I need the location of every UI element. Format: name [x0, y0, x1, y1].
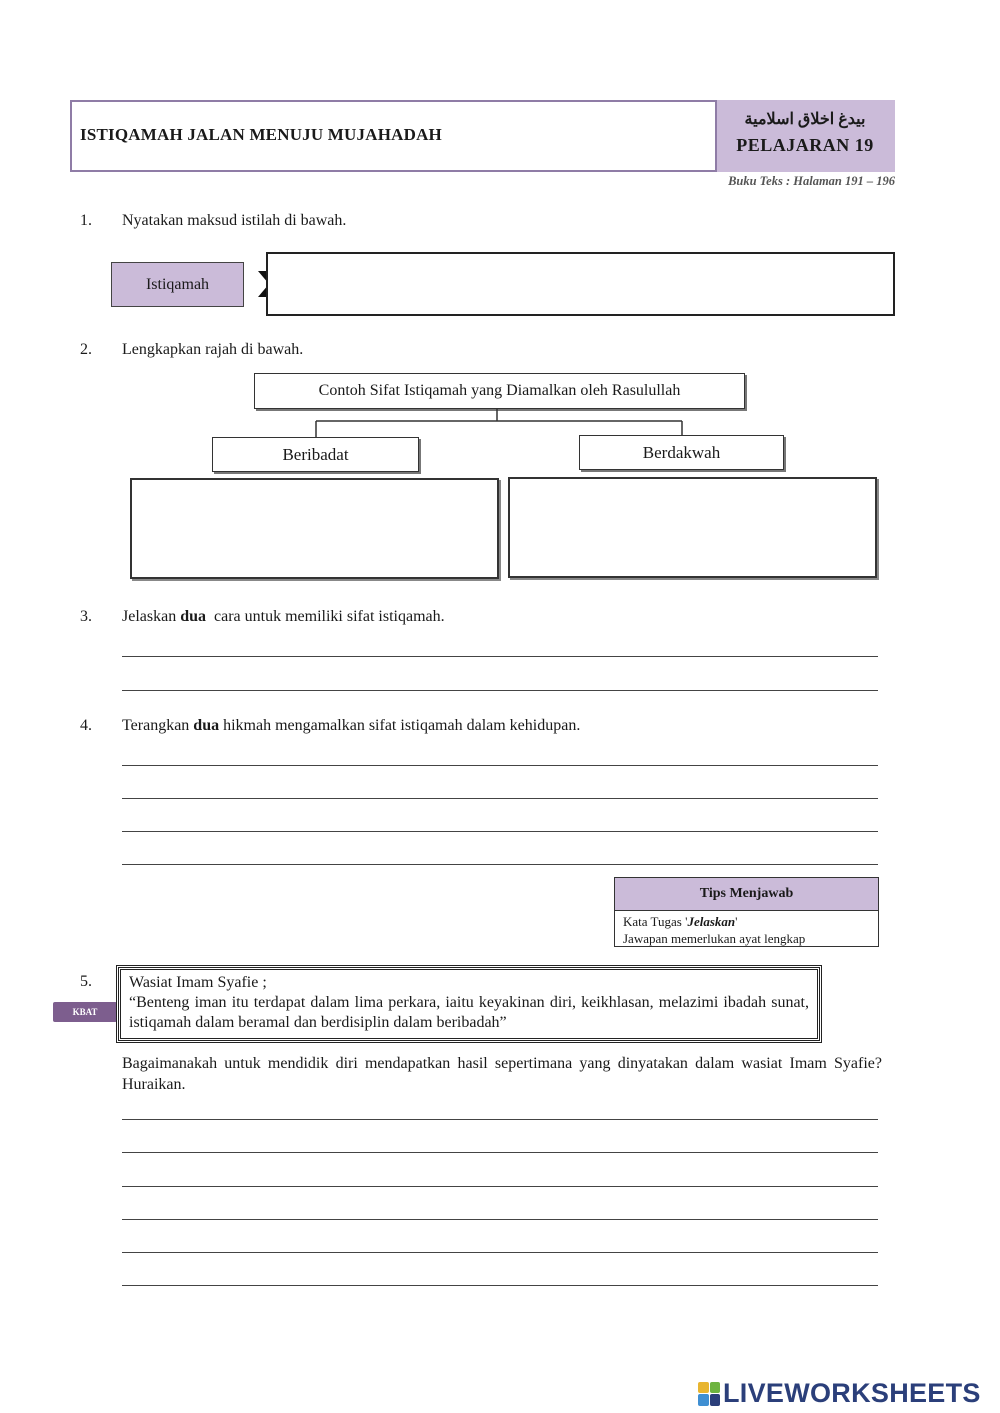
q3-text-start: Jelaskan [122, 608, 181, 625]
quote-box [118, 967, 820, 1041]
answer-line[interactable] [122, 798, 878, 799]
q1-number: 1. [80, 212, 92, 229]
q2-answer-box-beribadat[interactable] [130, 478, 499, 579]
q2-text: Lengkapkan rajah di bawah. [122, 341, 304, 358]
tips-line-1-suffix: ' [735, 914, 738, 929]
answer-line[interactable] [122, 831, 878, 832]
answer-line[interactable] [122, 1219, 878, 1220]
q4-text-end: hikmah mengamalkan sifat istiqamah dalam kehidupan. [219, 717, 581, 734]
tips-line-2: Jawapan memerlukan ayat lengkap [623, 931, 806, 946]
liveworksheets-logo-icon [698, 1382, 720, 1406]
q2-number: 2. [80, 341, 92, 358]
answer-line[interactable] [122, 864, 878, 865]
arabic-subject-label: بيدغ اخلاق اسلامية [744, 111, 866, 128]
answer-line[interactable] [122, 1285, 878, 1286]
q3-text-bold: dua [180, 608, 206, 625]
term-label: Istiqamah [145, 275, 210, 293]
diagram-title: Contoh Sifat Istiqamah yang Diamalkan oleh Rasulullah [318, 382, 681, 399]
answer-line[interactable] [122, 1119, 878, 1120]
lesson-label: PELAJARAN 19 [736, 135, 874, 155]
liveworksheets-wordmark: LIVEWORKSHEETS [723, 1378, 981, 1408]
answer-line[interactable] [122, 1252, 878, 1253]
tips-line-1 [623, 914, 737, 930]
q5-number: 5. [80, 973, 92, 990]
q1-text: Nyatakan maksud istilah di bawah. [122, 212, 347, 229]
quote-title: Wasiat Imam Syafie ; [129, 974, 267, 991]
page-title: ISTIQAMAH JALAN MENUJU MUJAHADAH [80, 125, 442, 144]
q4-number: 4. [80, 717, 92, 734]
answer-line[interactable] [122, 1152, 878, 1153]
answer-line[interactable] [122, 1186, 878, 1187]
q4-text-start: Terangkan [122, 717, 194, 734]
tips-box [614, 877, 879, 947]
q4-text-bold: dua [193, 717, 220, 734]
branch-berdakwah [579, 435, 784, 470]
q3-number: 3. [80, 608, 92, 625]
branch-beribadat [212, 437, 419, 472]
textbook-reference: Buku Teks : Halaman 191 – 196 [728, 174, 895, 188]
tips-title: Tips Menjawab [615, 878, 878, 911]
q5-prompt: Bagaimanakah untuk mendidik diri mendapatkan hasil sepertimana yang dinyatakan dalam wasiat Imam Syafie? Huraikan. [122, 1055, 882, 1093]
branch-label-berdakwah: Berdakwah [642, 442, 721, 462]
kbat-badge: KBAT [53, 1002, 117, 1022]
diagram-connectors [0, 0, 1000, 480]
q3-text-end: cara untuk memiliki sifat istiqamah. [206, 608, 445, 625]
answer-line[interactable] [122, 690, 878, 691]
q4-text [122, 717, 580, 735]
liveworksheets-logo[interactable] [698, 1378, 981, 1409]
q3-text [122, 608, 445, 626]
q2-answer-box-berdakwah[interactable] [508, 477, 877, 578]
answer-line[interactable] [122, 656, 878, 657]
tips-keyword: Jelaskan [687, 914, 736, 929]
answer-line[interactable] [122, 765, 878, 766]
branch-label-beribadat: Beribadat [282, 444, 349, 464]
tips-line-1-prefix: Kata Tugas ' [623, 914, 688, 929]
quote-body: “Benteng iman itu terdapat dalam lima perkara, iaitu keyakinan diri, keikhlasan, melazimi ibadah sunat, istiqamah dalam beramal dan berdisiplin dalam beribadah” [129, 994, 809, 1031]
